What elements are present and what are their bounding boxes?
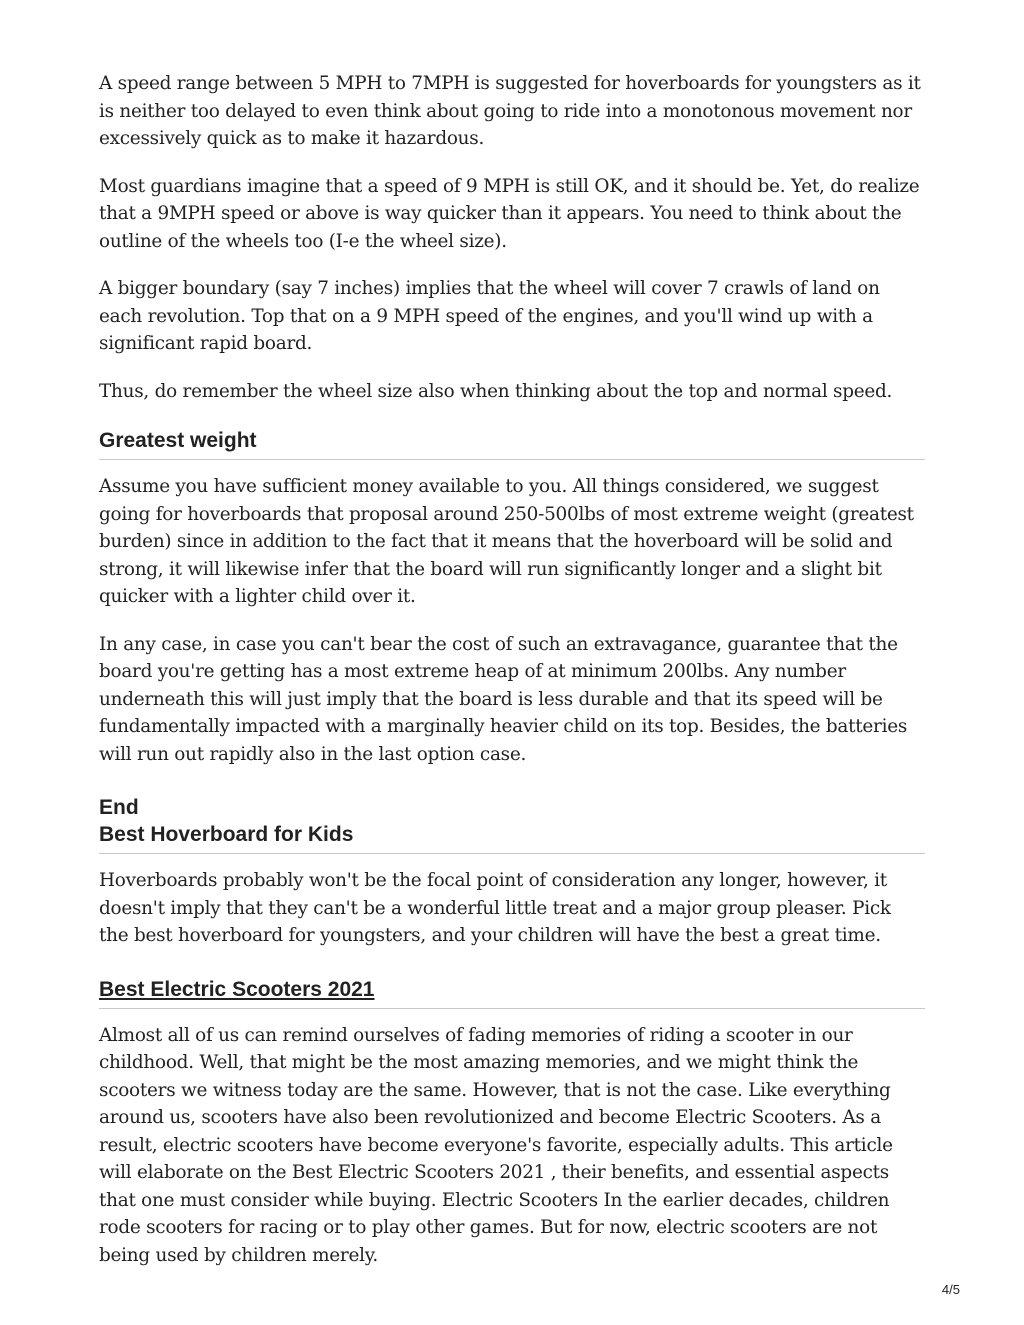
end-paragraph: Hoverboards probably won't be the focal point of consideration any longer, however, it doesn't imply that they can't be a wonderful little treat and a major group pleaser. Pick the best hoverboard for youngsters, and your children will have the best a great time. — [99, 870, 891, 946]
greatest-weight-paragraph-1: Assume you have sufficient money available to you. All things considered, we suggest going for hoverboards that proposal around 250-500lbs of most extreme weight (greatest burden) since in addition to the fact that it means that the hoverboard will be solid and strong, it will likewise infer that the board will run significantly longer and a slight bit quicker with a lighter child over it. — [99, 476, 914, 607]
end-heading-line1: End — [99, 796, 139, 819]
speed-paragraph-2: Most guardians imagine that a speed of 9 MPH is still OK, and it should be. Yet, do realize that a 9MPH speed or above is way quicker than it appears. You need to think about the outline of the wheels too (I-e the wheel size). — [99, 175, 920, 252]
scooters-paragraph: Almost all of us can remind ourselves of fading memories of riding a scooter in our childhood. Well, that might be the most amazing memories, and we might think the scooters we witness today are the same. However, that is not the case. Like everything around us, scooters have also been revolutionized and become Electric Scooters. As a result, electric scooters have become everyone's favorite, especially adults. This article will elaborate on the Best Electric Scooters 2021 , their benefits, and essential aspects that one must consider while buying. Electric Scooters In the earlier decades, children rode scooters for racing or to play other games. But for now, electric scooters are not being used by children merely. — [99, 1024, 893, 1266]
document-page — [99, 70, 925, 1289]
scooters-heading — [99, 976, 925, 1009]
page-number: 4/5 — [941, 1282, 960, 1297]
end-heading — [99, 794, 925, 854]
scooters-heading-link[interactable]: Best Electric Scooters 2021 — [99, 977, 375, 1001]
speed-paragraph-3: A bigger boundary (say 7 inches) implies that the wheel will cover 7 crawls of land on each revolution. Top that on a 9 MPH speed of the engines, and you'll wind up with a significant rapid board. — [99, 278, 880, 354]
greatest-weight-paragraph-2: In any case, in case you can't bear the cost of such an extravagance, guarantee that the board you're getting has a most extreme heap of at minimum 200lbs. Any number underneath this will just imply that the board is less durable and that its speed will be fundamentally impacted with a marginally heavier child on its top. Besides, the batteries will run out rapidly also in the last option case. — [99, 633, 908, 765]
greatest-weight-heading: Greatest weight — [99, 427, 925, 460]
end-heading-line2: Best Hoverboard for Kids — [99, 823, 354, 846]
speed-paragraph-4: Thus, do remember the wheel size also when thinking about the top and normal speed. — [99, 380, 893, 402]
speed-paragraph-1: A speed range between 5 MPH to 7MPH is suggested for hoverboards for youngsters as it is neither too delayed to even think about going to ride into a monotonous movement nor excessively quick as to make it hazardous. — [99, 73, 921, 149]
